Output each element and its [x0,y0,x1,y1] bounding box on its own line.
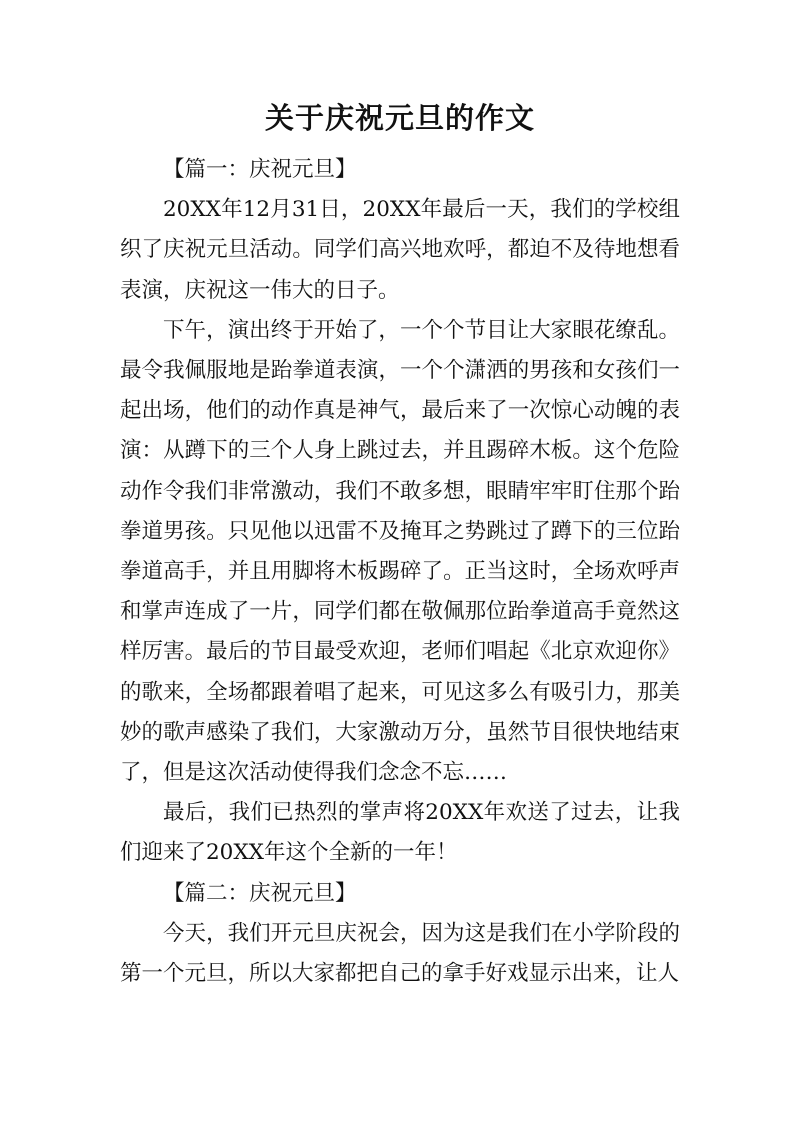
paragraph: 下午，演出终于开始了，一个个节目让大家眼花缭乱。最令我佩服地是跆拳道表演，一个个潇洒的男孩和女孩们一起出场，他们的动作真是神气，最后来了一次惊心动魄的表演：从蹲下的三个人身上跳过去，并且踢碎木板。这个危险动作令我们非常激动，我们不敢多想，眼睛牢牢盯住那个跆拳道男孩。只见他以迅雷不及掩耳之势跳过了蹲下的三位跆拳道高手，并且用脚将木板踢碎了。正当这时，全场欢呼声和掌声连成了一片，同学们都在敬佩那位跆拳道高手竟然这样厉害。最后的节目最受欢迎，老师们唱起《北京欢迎你》的歌来，全场都跟着唱了起来，可见这多么有吸引力，那美妙的歌声感染了我们，大家激动万分，虽然节目很快地结束了，但是这次活动使得我们念念不忘…… [120,317,680,786]
paragraph: 最后，我们已热烈的掌声将20XX年欢送了过去，让我们迎来了20XX年这个全新的一年！ [120,800,680,866]
paragraph: 今天，我们开元旦庆祝会，因为这是我们在小学阶段的第一个元旦，所以大家都把自己的拿手好戏显示出来，让人 [120,920,680,987]
section-heading-2: 【篇二：庆祝元旦】 [163,880,357,906]
section-heading-1: 【篇一：庆祝元旦】 [163,157,357,182]
paragraph: 20XX年12月31日，20XX年最后一天，我们的学校组织了庆祝元旦活动。同学们高兴地欢呼，都迫不及待地想看表演，庆祝这一伟大的日子。 [120,197,680,303]
document-body [120,150,680,994]
document-title: 关于庆祝元旦的作文 [264,101,535,135]
